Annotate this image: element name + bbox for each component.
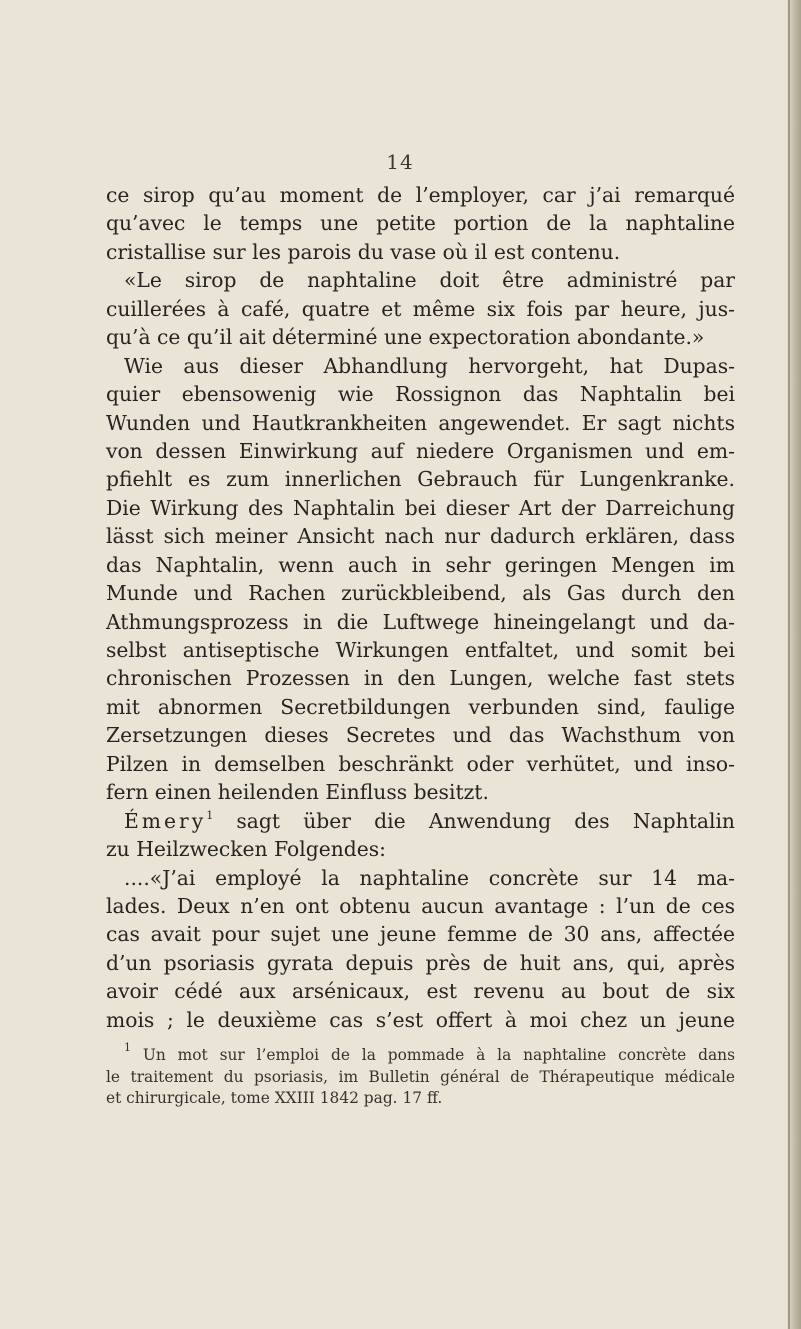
text-line: Munde und Rachen zurückbleibend, als Gas durch den — [106, 581, 735, 606]
text-line: d’un psoriasis gyrata depuis près de huit ans, qui, après — [106, 950, 735, 975]
text-line: Wunden und Hautkrankheiten angewendet. Er sagt nichts — [106, 410, 735, 435]
text-line: mois ; le deuxième cas s’est offert à moi chez un jeune — [106, 1007, 735, 1032]
author-name: Émery — [124, 808, 207, 833]
footnote-text: Un mot sur l’emploi de la pommade à la naphtaline concrète dans — [131, 1046, 735, 1064]
footnote-reference: 1 — [206, 808, 214, 822]
text-line: lades. Deux n’en ont obtenu aucun avantage : l’un de ces — [106, 893, 735, 918]
text-line: «Le sirop de naphtaline doit être administré par — [124, 268, 735, 293]
text-line: das Naphtalin, wenn auch in sehr geringen Mengen im — [106, 552, 735, 577]
text-line: Athmungsprozess in die Luftwege hineingelangt und da- — [106, 609, 735, 634]
text-line: Die Wirkung des Naphtalin bei dieser Art der Darreichung — [106, 495, 735, 520]
text-line: mit abnormen Secretbildungen verbunden sind, faulige — [106, 694, 735, 719]
text-line: cas avait pour sujet une jeune femme de 30 ans, affectée — [106, 922, 735, 947]
footnote-line: le traitement du psoriasis, im Bulletin général de Thérapeutique médicale — [106, 1067, 735, 1086]
text-line: Pilzen in demselben beschränkt oder verhütet, und inso- — [106, 751, 735, 776]
main-text — [106, 181, 735, 1034]
text-line: qu’à ce qu’il ait déterminé une expectoration abondante.» — [106, 325, 705, 350]
text-line-emery — [106, 807, 735, 835]
footnote-marker: 1 — [124, 1041, 131, 1054]
footnote — [106, 1041, 735, 1110]
text-line: ....«J’ai employé la naphtaline concrète sur 14 ma- — [124, 865, 735, 890]
text-line: cuillerées à café, quatre et même six fois par heure, jus- — [106, 296, 735, 321]
text-line: selbst antiseptische Wirkungen entfaltet, und somit bei — [106, 638, 735, 662]
text-line: qu’avec le temps une petite portion de la naphtaline — [106, 211, 735, 236]
text-line: quier ebensowenig wie Rossignon das Naphtalin bei — [106, 382, 735, 407]
text-line: ce sirop qu’au moment de l’employer, car j’ai remarqué — [106, 183, 735, 207]
text-line: lässt sich meiner Ansicht nach nur dadurch erklären, dass — [106, 524, 735, 549]
text-line: von dessen Einwirkung auf niedere Organismen und em- — [106, 438, 735, 463]
footnote-line: et chirurgicale, tome XXIII 1842 pag. 17 ff. — [106, 1089, 443, 1108]
text-line: Zersetzungen dieses Secretes und das Wachsthum von — [106, 723, 735, 748]
text-line: fern einen heilenden Einfluss besitzt. — [106, 780, 489, 805]
text-line: cristallise sur les parois du vase où il est contenu. — [106, 239, 621, 264]
text-line: Wie aus dieser Abhandlung hervorgeht, hat Dupas- — [124, 353, 735, 378]
text-segment: sagt über die Anwendung des Naphtalin — [213, 808, 735, 833]
page-number: 14 — [386, 150, 414, 174]
page-edge-line — [788, 0, 790, 1329]
text-line: avoir cédé aux arsénicaux, est revenu au bout de six — [106, 979, 735, 1004]
text-line: chronischen Prozessen in den Lungen, welche fast stets — [106, 666, 735, 691]
text-line: zu Heilzwecken Folgendes: — [106, 837, 386, 862]
footnote-line — [106, 1041, 735, 1067]
text-line: pfiehlt es zum innerlichen Gebrauch für Lungenkranke. — [106, 467, 735, 492]
